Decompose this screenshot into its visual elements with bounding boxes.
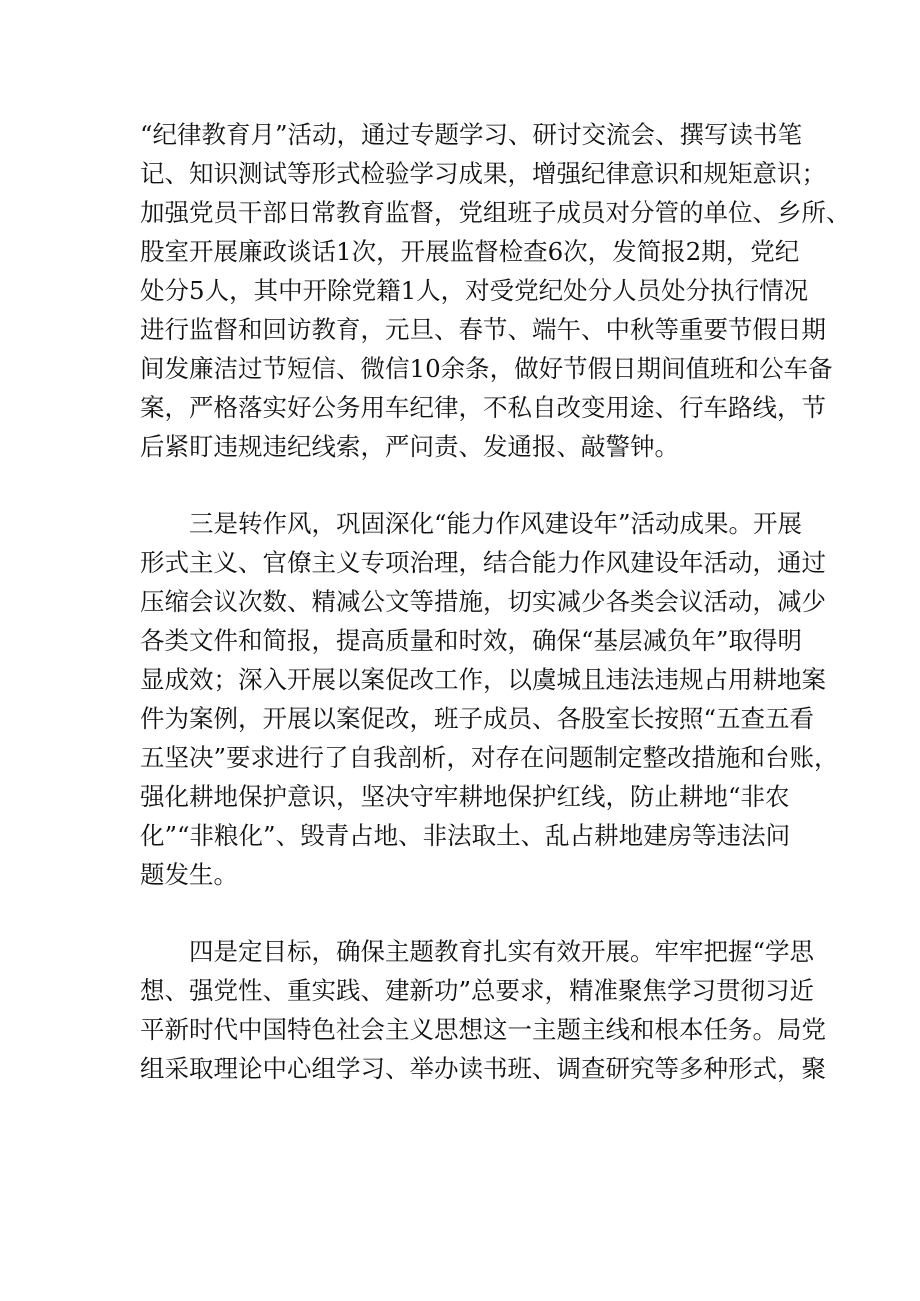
text-line: 处分5人，其中开除党籍1人，对受党纪处分人员处分执行情况 — [140, 276, 809, 305]
text-line: 各类文件和简报，提高质量和时效，确保“基层减负年”取得明 — [140, 626, 803, 655]
paragraph-gap — [140, 894, 800, 932]
text-line: 形式主义、官僚主义专项治理，结合能力作风建设年活动，通过 — [140, 548, 826, 577]
text-line: 强化耕地保护意识，坚决守牢耕地保护红线，防止耕地“非农 — [140, 782, 790, 811]
document-body — [140, 115, 851, 1088]
text-line: 显成效；深入开展以案促改工作，以虞城且违法违规占用耕地案 — [140, 665, 826, 694]
text-line: 间发廉洁过节短信、微信10余条，做好节假日期间值班和公车备 — [140, 354, 833, 383]
paragraph-discipline-education — [140, 115, 851, 466]
text-line: 案，严格落实好公务用车纪律，不私自改变用途、行车路线，节 — [140, 393, 826, 422]
paragraph-gap — [140, 466, 800, 504]
text-line: 化”“非粮化”、毁青占地、非法取土、乱占耕地建房等违法问 — [140, 821, 791, 850]
text-line: 组采取理论中心组学习、举办读书班、调查研究等多种形式，聚 — [140, 1054, 826, 1083]
text-line: 压缩会议次数、精减公文等措施，切实减少各类会议活动，减少 — [140, 587, 826, 616]
text-line: 想、强党性、重实践、建新功”总要求，精准聚焦学习贯彻习近 — [140, 976, 815, 1005]
text-line: “纪律教育月”活动，通过专题学习、研讨交流会、撰写读书笔 — [140, 120, 803, 149]
text-line: 股室开展廉政谈话1次，开展监督检查6次，发简报2期，党纪 — [140, 237, 800, 266]
text-line: 五坚决”要求进行了自我剖析，对存在问题制定整改措施和台账， — [140, 743, 839, 772]
text-line: 四是定目标，确保主题教育扎实有效开展。牢牢把握“学思 — [140, 937, 815, 966]
text-line: 三是转作风，巩固深化“能力作风建设年”活动成果。开展 — [140, 509, 803, 538]
text-line: 后紧盯违规违纪线索，严问责、发通报、敲警钟。 — [140, 432, 679, 461]
paragraph-work-style — [140, 504, 839, 894]
paragraph-set-goals — [140, 932, 826, 1088]
text-line: 加强党员干部日常教育监督，党组班子成员对分管的单位、乡所、 — [140, 198, 851, 227]
text-line: 平新时代中国特色社会主义思想这一主题主线和根本任务。局党 — [140, 1015, 826, 1044]
text-line: 记、知识测试等形式检验学习成果，增强纪律意识和规矩意识； — [140, 159, 826, 188]
text-line: 题发生。 — [140, 860, 238, 889]
text-line: 件为案例，开展以案促改，班子成员、各股室长按照“五查五看 — [140, 704, 815, 733]
text-line: 进行监督和回访教育，元旦、春节、端午、中秋等重要节假日期 — [140, 315, 826, 344]
